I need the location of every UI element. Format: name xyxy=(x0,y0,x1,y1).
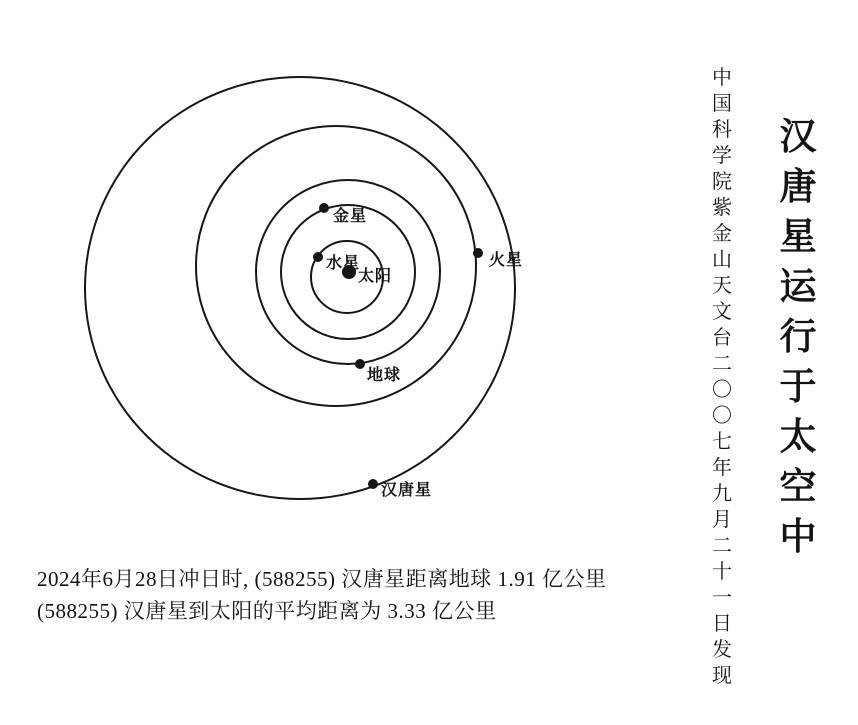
mars-dot xyxy=(473,248,483,258)
earth-label: 地球 xyxy=(367,367,402,384)
mercury-label: 水星 xyxy=(326,255,361,272)
earth-dot xyxy=(355,359,365,369)
caption-line-mean-distance: (588255) 汉唐星到太阳的平均距离为 3.33 亿公里 xyxy=(37,599,497,623)
venus-label: 金星 xyxy=(333,208,368,225)
hantang-dot xyxy=(368,479,378,489)
caption-block xyxy=(37,563,677,627)
sun-label: 太阳 xyxy=(358,268,393,285)
mercury-dot xyxy=(313,252,323,262)
hantang-label: 汉唐星 xyxy=(381,482,433,499)
poster-title-vertical: 汉 唐 星 运 行 于 太 空 中 xyxy=(779,117,817,558)
venus-dot xyxy=(319,203,329,213)
mars-label: 火星 xyxy=(489,252,524,269)
discovery-credit-vertical: 中 国 科 学 院 紫 金 山 天 文 台 二 〇 〇 七 年 九 月 二 十 一 日 发 现 xyxy=(712,66,732,687)
caption-line-opposition: 2024年6月28日冲日时, (588255) 汉唐星距离地球 1.91 亿公里 xyxy=(37,567,607,591)
